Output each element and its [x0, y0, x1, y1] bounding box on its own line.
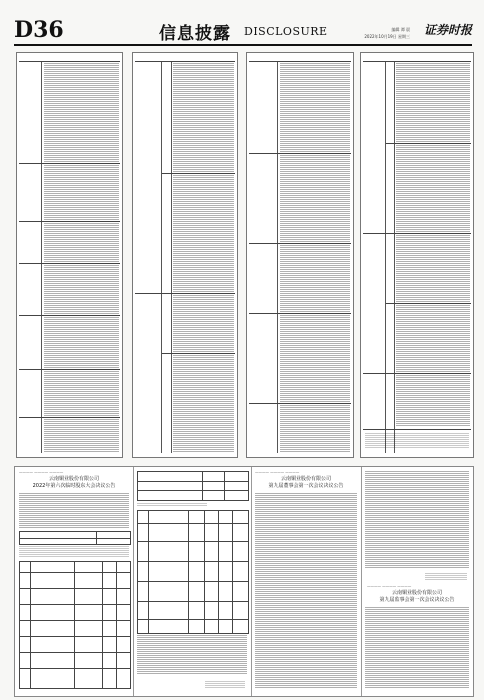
- table-panel-1: [16, 52, 123, 458]
- sublabel-column: [162, 61, 172, 453]
- notice-title-1: 云南铜业股份有限公司 2022年第六次临时股东大会决议公告: [32, 476, 116, 489]
- notice-body-1: [19, 493, 129, 529]
- signature-block-4: [425, 573, 467, 581]
- section-heading: [137, 503, 207, 507]
- text-block: [280, 61, 350, 453]
- label-column: [19, 61, 42, 453]
- notice-title-3: 云南铜业股份有限公司 第九届董事会第一次会议决议公告: [268, 476, 344, 489]
- vote-table-4: [137, 510, 249, 634]
- newspaper-logo: 证券时报: [423, 23, 472, 37]
- editor-line: 编辑 谭 晨: [391, 27, 410, 32]
- notices-section: ———— ———— ———— 云南铜业股份有限公司 2022年第六次临时股东大会决议公告 ———— ———— ———— 云南铜业股份有限公司 第九届董事会第一次会议决议公告 ———— ———— ———— 云南铜业股份有限公司 第九届监事会第一次会议决议公告: [14, 466, 474, 697]
- notice-body-4b: [365, 607, 469, 689]
- table-panel-3: [246, 52, 354, 458]
- section-title-cn: 信息披露: [159, 24, 231, 44]
- vote-table-3: [137, 471, 249, 501]
- signature-block-2: [205, 681, 245, 689]
- vote-table-2: [19, 561, 131, 689]
- text-block: [173, 61, 234, 453]
- table-panel-2: [132, 52, 238, 458]
- footnote-block: [365, 433, 469, 449]
- text-block: [44, 61, 119, 453]
- table-panel-4: [360, 52, 474, 458]
- vote-table-1: [19, 531, 131, 545]
- date-line: 2022年10月19日 星期三: [364, 34, 410, 39]
- notice-body-3: [255, 493, 357, 689]
- notice-title-4: 云南铜业股份有限公司 第九届监事会第一次会议决议公告: [379, 590, 455, 603]
- sublabel-column: [386, 61, 395, 453]
- notice-body-1b: [19, 546, 129, 558]
- page-number: D36: [14, 17, 64, 43]
- notice-body-2: [137, 635, 247, 675]
- label-column: [249, 61, 278, 453]
- label-column: [363, 61, 386, 453]
- masthead: [14, 18, 472, 46]
- notice-body-4a: [365, 471, 469, 569]
- label-column: [135, 61, 162, 453]
- section-title-en: DISCLOSURE: [244, 25, 328, 38]
